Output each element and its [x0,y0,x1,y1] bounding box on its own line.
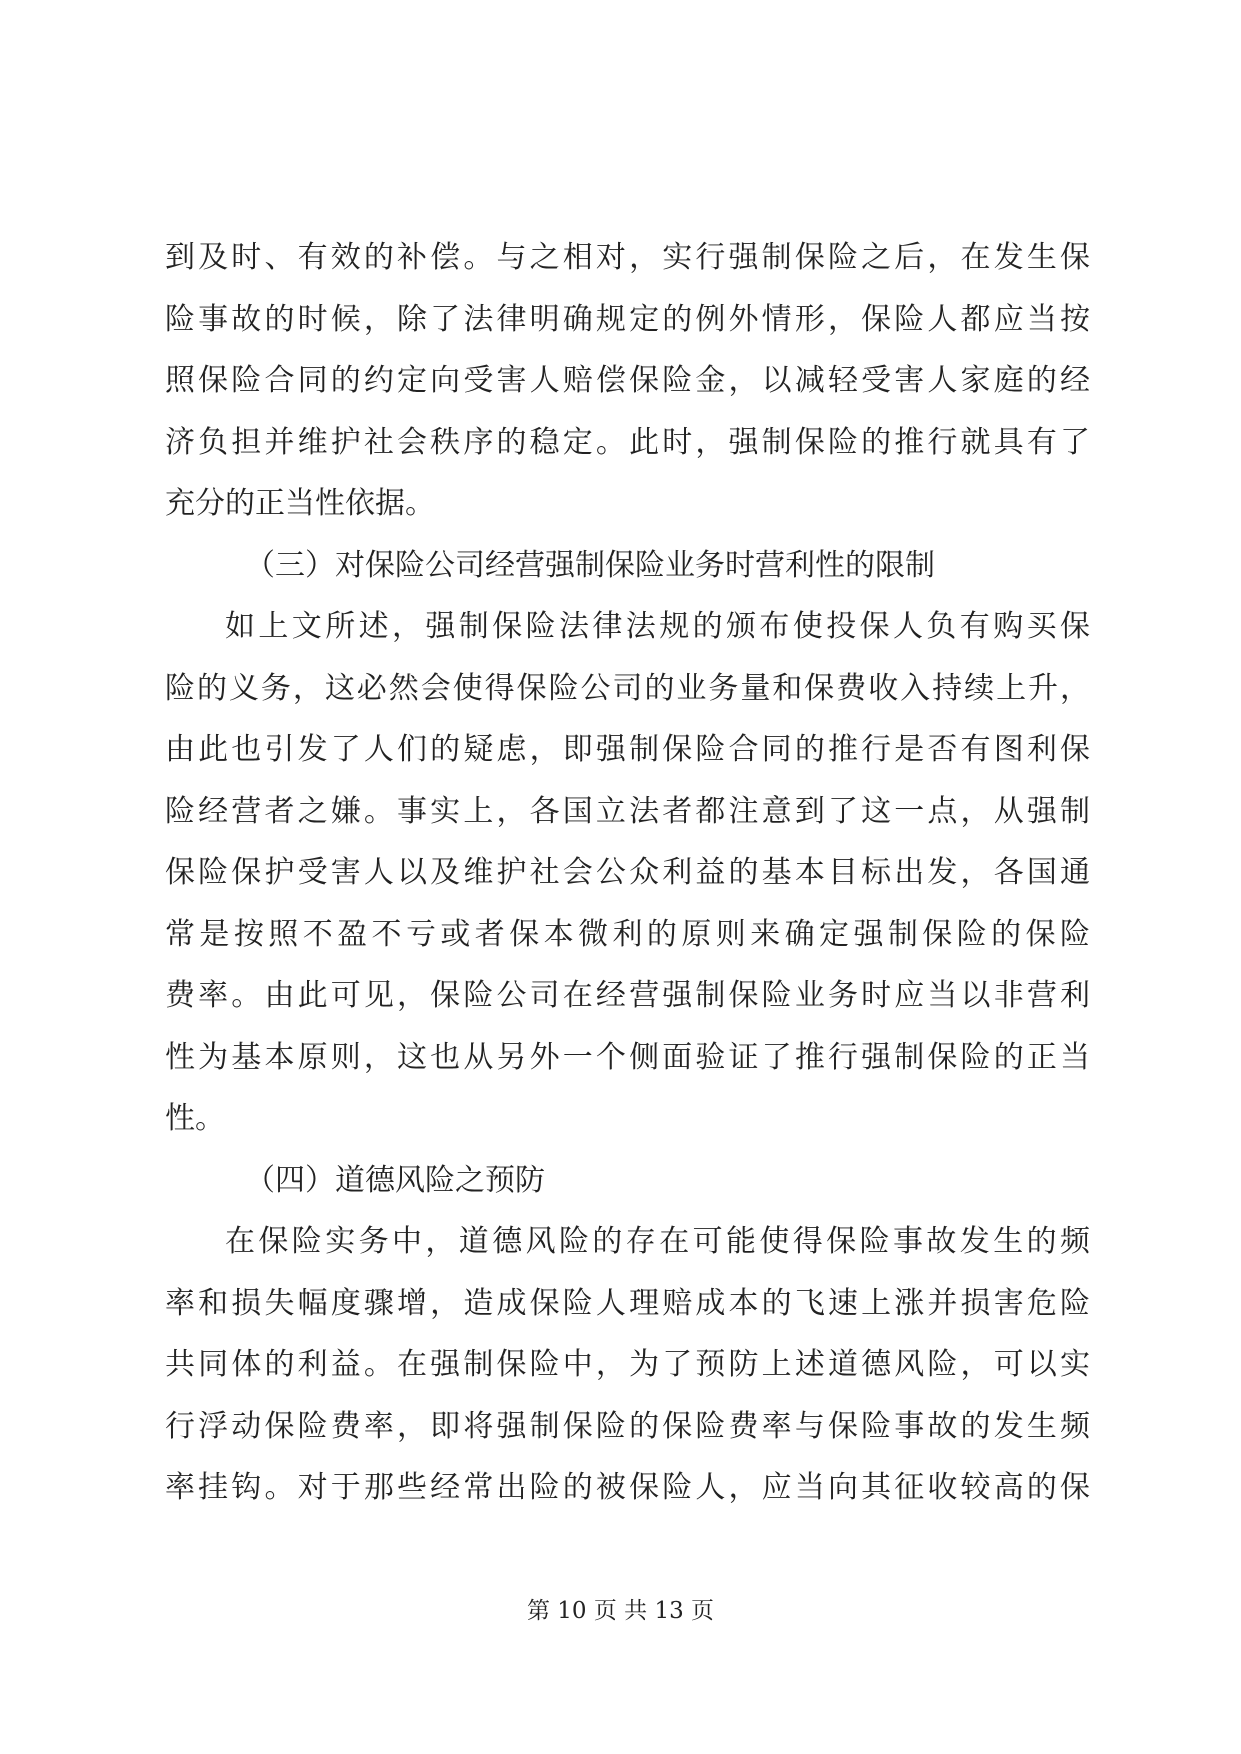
text-line: 费率。由此可见，保险公司在经营强制保险业务时应当以非营利 [165,978,1090,1013]
text-line: 保险保护受害人以及维护社会公众利益的基本目标出发，各国通 [165,855,1090,890]
text-line: 性。 [165,1101,225,1136]
text-line: 性为基本原则，这也从另外一个侧面验证了推行强制保险的正当 [165,1039,1090,1075]
text-line: 险经营者之嫌。事实上，各国立法者都注意到了这一点，从强制 [165,793,1090,829]
text-line: 由此也引发了人们的疑虑，即强制保险合同的推行是否有图利保 [165,732,1090,767]
text-line: 常是按照不盈不亏或者保本微利的原则来确定强制保险的保险 [165,916,1090,952]
text-line: 照保险合同的约定向受害人赔偿保险金，以减轻受害人家庭的经 [165,363,1090,398]
page-footer: 第 10 页 共 13 页 [526,1598,715,1624]
text-line: 率和损失幅度骤增，造成保险人理赔成本的飞速上涨并损害危险 [165,1285,1090,1321]
text-line: 如上文所述，强制保险法律法规的颁布使投保人负有购买保 [225,609,1090,644]
section-heading: （三）对保险公司经营强制保险业务时营利性的限制 [245,547,935,583]
text-line: 在保险实务中，道德风险的存在可能使得保险事故发生的频 [225,1224,1090,1259]
text-line: 险事故的时候，除了法律明确规定的例外情形，保险人都应当按 [165,301,1090,337]
section-heading: （四）道德风险之预防 [245,1162,545,1198]
text-line: 充分的正当性依据。 [165,486,435,521]
text-line: 率挂钩。对于那些经常出险的被保险人，应当向其征收较高的保 [165,1470,1090,1505]
text-line: 行浮动保险费率，即将强制保险的保险费率与保险事故的发生频 [165,1408,1090,1444]
text-line: 济负担并维护社会秩序的稳定。此时，强制保险的推行就具有了 [165,424,1090,460]
text-line: 到及时、有效的补偿。与之相对，实行强制保险之后，在发生保 [165,240,1090,275]
body-text [165,227,1090,1519]
text-line: 险的义务，这必然会使得保险公司的业务量和保费收入持续上升， [165,670,1090,706]
text-line: 共同体的利益。在强制保险中，为了预防上述道德风险，可以实 [165,1347,1090,1382]
